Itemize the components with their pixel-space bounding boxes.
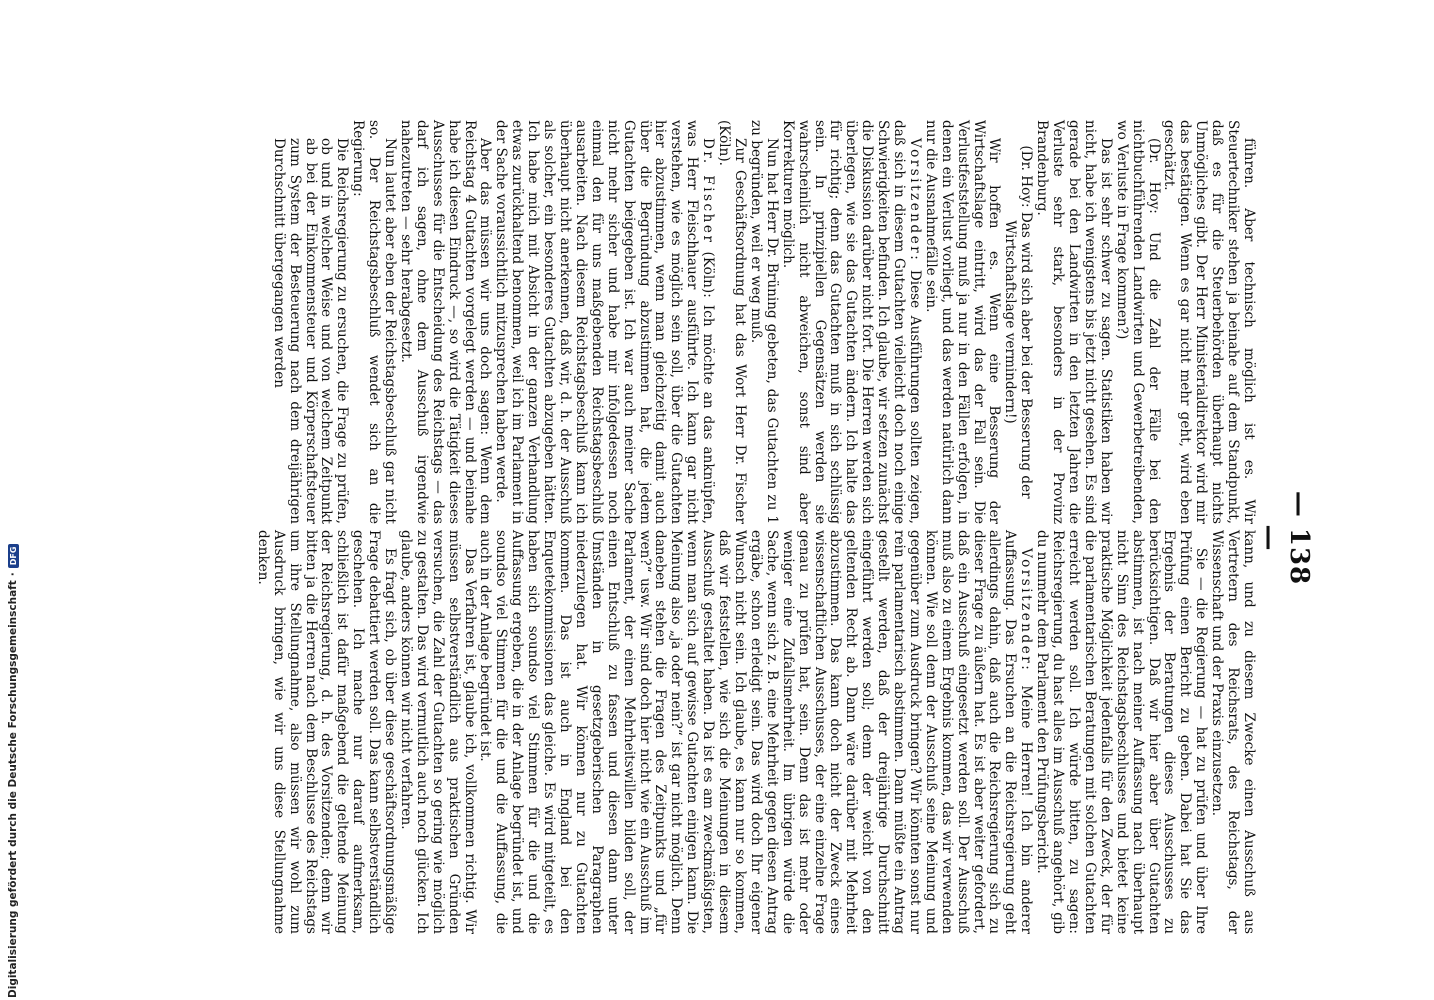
paragraph-text: Es fragt sich, ob über diese geschäftsordnungsmäßige Frage debattiert werden soll. Das kann selbstverständlich geschehen. Ich mache nur darauf aufmerksam, schließlich ist dafür maßgebend die geltende Meinung der Reichsregierung, d. h. des Vorsitzenden; denn wir bitten ja die Herren nach dem Beschlusse des Reichstags um ihre Stellungnahme, also müssen wir wohl zum Ausdruck bringen, wie wir uns diese Stellungnahme denken. — [254, 530, 399, 934]
speaker-name: Vorsitzender: — [1018, 548, 1035, 673]
paragraph — [1033, 120, 1113, 524]
speaker-name: Dr. Fischer — [700, 138, 717, 245]
paragraph-text: kann, und zu diesem Zwecke einen Ausschuß aus Vertretern des Reichsrats, des Reichstags, der Wissenschaft und der Praxis einzusetzen. — [1209, 530, 1257, 934]
text-column-right — [254, 530, 1256, 934]
paragraph — [1113, 120, 1161, 524]
paragraph-text: Wir hoffen es. Wenn eine Besserung der Wirtschaftslage eintritt, wird das der Fall sein. Die Verlustfeststellung muß ja nur in den Fällen erfolgen, in denen ein Verlust vorliegt, und das werden natürlich dann nur die Ausnahmefälle sein. — [922, 120, 1003, 524]
paragraph — [1002, 120, 1034, 524]
paragraph — [477, 530, 1034, 934]
page-number: — 138 — — [1254, 490, 1314, 586]
footer-credit-text: Digitalisierung gefördert durch die Deutsche Forschungsgemeinschaft — [7, 580, 19, 998]
paragraph-text: Sie — die Regierung — hat zu prüfen und über Ihre Prüfung einen Bericht zu geben. Dabei hat Sie das Ergebnis der Beratungen dieses Ausschusses zu berücksichtigen. Daß wir hier aber über Gutachten abstimmen, ist nach meiner Auffassung nach überhaupt nicht Sinn des Reichstagsbeschlusses und bietet keine praktische Möglichkeit jedenfalls für den Zweck, der für die parlamentarischen Beratungen mit solchen Gutachten erreicht werden soll. Ich würde bitten, zu sagen: Reichsregierung, du hast alles im Ausschuß angehört, gib du nunmehr dem Parlament den Prüfungsbericht. — [1034, 530, 1210, 934]
footer-credit: Digitalisierung gefördert durch die Deutsche Forschungsgemeinschaft · DFG — [2, 604, 24, 998]
paragraph-text: Meine Herren! Ich bin anderer Auffassung. Das Ersuchen an die Reichsregierung geht allerdings dahin, daß auch die Reichsregierung sich zu dieser Frage zu äußern hat. Es ist aber weiter gefordert, daß ein Ausschuß eingesetzt werden soll. Der Ausschuß muß also zu einem Ergebnis kommen, das wir verwenden können. Wie soll denn der Ausschuß seine Meinung und gegenüber zum Ausdruck bringen? Wir könnten sonst nur rein parlamentarisch abstimmen. Dann müßte ein Antrag gestellt werden, daß der dreijährige Durchschnitt eingeführt werden soll; denn der weicht von den geltenden Recht ab. Dann wäre darüber mit Mehrheit abzustimmen. Das kann doch nicht der Zweck eines wissenschaftlichen Ausschusses, der eine einzelne Frage genau zu prüfen hat, sein. Denn das ist mehr oder weniger eine Zufallsmehrheit. Im übrigen würde die Sache, wenn sich z. B. eine Mehrheit gegen diesen Antrag ergäbe, schon erledigt sein. Das wird doch Ihr eigener Wunsch nicht sein. Ich glaube, es kann nur so kommen, daß wir feststellen, wie sich die Meinungen in diesem Ausschuß gestaltet haben. Da ist es am zweckmäßigsten, wenn man sich auf gewisse Gutachten einigen kann. Die Meinung also „ja oder nein?“ ist gar nicht möglich. Denn daneben stehen die Fragen des Zeitpunkts und „für wen?“ usw. Wir sind doch hier nicht wie ein Ausschuß im Parlament, der einen Mehrheitswillen bilden soll, der einen Entschluß zu fassen und diesen dann unter Umständen in gesetzgeberischen Paragraphen niederzulegen hat. Wir können nur zu Gutachten kommen. Das ist auch in England bei den Enquetekommissionen das gleiche. Es wird mitgeteilt, es haben sich soundso viel Stimmen für die und die Auffassung ergeben, die in der Anlage begründet ist, und soundso viel Stimmen für die und die Auffassung, die auch in der Anlage begründet ist. — [477, 530, 1035, 934]
text-column-left — [270, 120, 1256, 524]
paragraph-text: (Köln): Ich möchte an das anknüpfen, was Herr Fleischhauer ausführte. Ich kann gar nicht verstehen, wie es möglich sein soll, über die Gutachten hier abzustimmen, wenn man gleichzeitig damit auch über die Begründung abzustimmen hat, die jedem Gutachten beigegeben ist. Ich war auch meiner Sache nicht mehr sicher und habe mir infolgedessen noch einmal den für uns maßgebenden Reichstagsbeschluß ausarbeiten. Nach diesem Reichstagsbeschluß kann ich überhaupt nicht anerkennen, daß wir, d. h. der Ausschuß als solcher, ein besonderes Gutachten abzugeben hätten. Ich habe mich mit Absicht in der ganzen Verhandlung etwas zurückhaltend benommen, weil ich im Parlament in der Sache voraussichtlich mitzusprechen haben werde. — [493, 120, 717, 524]
paragraph — [397, 530, 477, 934]
paragraph-text: Das Verfahren ist, glaube ich, vollkommen richtig. Wir müssen selbstverständlich aus praktischen Gründen versuchen, die Zahl der Gutachten so gering wie möglich zu gestalten. Das wird vermutlich auch noch glücken. Ich glaube, anders können wir nicht verfahren. — [397, 530, 478, 934]
paragraph-text: führen. Aber technisch möglich ist es. Wir Steuertechniker stehen ja beinahe auf dem Standpunkt, daß es für die Steuerbehörden überhaupt nichts Unmögliches gibt. Der Herr Ministerialdirektor wird mir das bestätigen. Wenn es gar nicht mehr geht, wird eben geschätzt. — [1161, 120, 1257, 524]
paragraph — [493, 120, 716, 524]
paragraph — [397, 120, 492, 524]
paragraph-text: Nun lautet aber eben der Reichstagsbeschluß gar nicht so. Der Reichstagsbeschluß wendet sich an die Regierung: — [350, 120, 399, 524]
paragraph-text: Nun hat Herr Dr. Brüning gebeten, das Gutachten zu 1 zu begründen, weil er weg muß. — [747, 120, 780, 524]
paragraph — [254, 530, 397, 934]
paragraph — [747, 120, 779, 524]
paragraph-text: Zur Geschäftsordnung hat das Wort Herr Dr. Fischer (Köln). — [716, 120, 748, 524]
paragraph — [349, 120, 397, 524]
dfg-logo: DFG — [8, 544, 19, 569]
speaker-name: Vorsitzender: — [906, 138, 923, 263]
paragraph — [1161, 120, 1256, 524]
paragraph-text: (Dr. Hoy: Das wird sich aber bei der Besserung der Wirtschaftslage vermindern!) — [1002, 145, 1035, 499]
paragraph — [922, 120, 1002, 524]
paragraph — [779, 120, 922, 524]
paragraph-text: Das ist sehr schwer zu sagen. Statistiken haben wir nicht, habe ich wenigstens bis jetzt nicht gesehen. Es sind gerade bei den Landwirten in den letzten Jahren die Verluste sehr stark, besonders in der Provinz Brandenburg. — [1034, 120, 1114, 524]
paragraph — [1033, 530, 1208, 934]
paragraph-text: Die Reichsregierung zu ersuchen, die Frage zu prüfen, ob und in welcher Weise und von welchem Zeitpunkt ab bei der Einkommensteuer und Körperschaftsteuer zum System der Besteuerung nach dem dreijährigen Durchschnitt übergegangen werden — [270, 138, 351, 524]
paragraph-text: Aber das müssen wir uns doch sagen: Wenn dem Reichstag 4 Gutachten vorgelegt werden — und beinahe habe ich diesen Eindruck —, so wird die Tätigkeit dieses Ausschusses für die Entscheidung des Reichstags — das darf ich sagen, ohne dem Ausschuß irgendwie nahezutreten — sehr herabgesetzt. — [397, 120, 494, 524]
paragraph — [715, 120, 747, 524]
paragraph-text: (Dr. Hoy: Und die Zahl der Fälle bei den nichtbuchführenden Landwirten und Gewerbetreibenden, wo Verluste in Frage kommen?) — [1113, 120, 1162, 524]
paragraph — [1208, 530, 1256, 934]
paragraph-text: Diese Ausführungen sollten zeigen, daß sich in diesem Gutachten vielleicht doch noch einige Schwierigkeiten befinden. Ich glaube, wir setzen zunächst die Diskussion darüber nicht fort. Die Herren werden sich überlegen, wie sie das Gutachten ändern. Ich halte das für richtig; denn das Gutachten muß in sich schlüssig sein. In prinzipiellen Gegensätzen werden sie wahrscheinlich nicht abweichen, sonst sind aber Korrekturen möglich. — [779, 120, 923, 524]
paragraph — [270, 120, 350, 524]
